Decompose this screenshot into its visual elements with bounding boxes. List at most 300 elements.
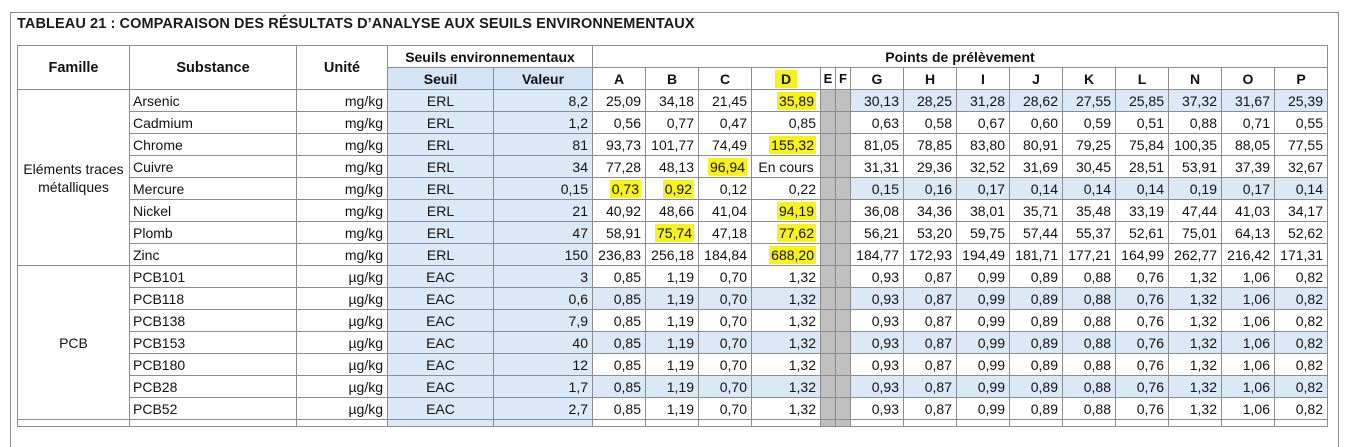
substance-cell: PCB52 xyxy=(130,398,297,420)
substance-cell: Chrome xyxy=(130,134,297,156)
empty-point-cell xyxy=(836,310,851,332)
value-cell-n: 1,32 xyxy=(1169,354,1222,376)
table-row xyxy=(18,266,1328,288)
value-cell-o: 41,03 xyxy=(1222,200,1275,222)
value-cell-i: 0,99 xyxy=(957,310,1010,332)
value-cell-j: 0,60 xyxy=(1010,112,1063,134)
partial-cell xyxy=(18,420,130,427)
value-cell-p: 34,17 xyxy=(1275,200,1328,222)
table-row xyxy=(18,376,1328,398)
valeur-cell: 150 xyxy=(494,244,593,266)
seuil-cell: EAC xyxy=(388,266,494,288)
value-cell-a: 236,83 xyxy=(593,244,646,266)
empty-point-cell xyxy=(821,376,836,398)
header-point-l: L xyxy=(1116,68,1169,90)
value-cell-i: 194,49 xyxy=(957,244,1010,266)
header-point-f: F xyxy=(836,68,851,90)
seuil-cell: ERL xyxy=(388,156,494,178)
famille-cell: Eléments traces métalliques xyxy=(18,90,130,266)
empty-point-cell xyxy=(836,178,851,200)
value-cell-c xyxy=(699,156,752,178)
partial-cell xyxy=(752,420,821,427)
value-cell-h: 0,87 xyxy=(904,310,957,332)
header-point-k: K xyxy=(1063,68,1116,90)
partial-cell xyxy=(957,420,1010,427)
document-page xyxy=(10,12,1339,447)
value-cell-h: 34,36 xyxy=(904,200,957,222)
value-cell-a: 25,09 xyxy=(593,90,646,112)
value-cell-g: 36,08 xyxy=(851,200,904,222)
empty-point-cell xyxy=(836,354,851,376)
value-cell-h: 29,36 xyxy=(904,156,957,178)
empty-point-cell xyxy=(821,266,836,288)
value-cell-o: 1,06 xyxy=(1222,398,1275,420)
table-row xyxy=(18,354,1328,376)
valeur-cell: 7,9 xyxy=(494,310,593,332)
value-cell-o: 88,05 xyxy=(1222,134,1275,156)
value-cell-k: 177,21 xyxy=(1063,244,1116,266)
partial-cell xyxy=(646,420,699,427)
empty-point-cell xyxy=(836,332,851,354)
value-cell-o: 0,17 xyxy=(1222,178,1275,200)
partial-cell xyxy=(1222,420,1275,427)
value-cell-p: 0,82 xyxy=(1275,310,1328,332)
substance-cell: PCB101 xyxy=(130,266,297,288)
substance-cell: Mercure xyxy=(130,178,297,200)
value-cell-p: 0,82 xyxy=(1275,332,1328,354)
valeur-cell: 40 xyxy=(494,332,593,354)
valeur-cell: 21 xyxy=(494,200,593,222)
value-cell-c: 21,45 xyxy=(699,90,752,112)
value-cell-p: 0,82 xyxy=(1275,398,1328,420)
value-cell-k: 55,37 xyxy=(1063,222,1116,244)
value-cell-o: 1,06 xyxy=(1222,288,1275,310)
value-cell-g: 0,93 xyxy=(851,398,904,420)
value-cell-b: 1,19 xyxy=(646,398,699,420)
empty-point-cell xyxy=(836,112,851,134)
value-cell-d: 1,32 xyxy=(752,354,821,376)
table-row xyxy=(18,222,1328,244)
value-cell-n: 262,77 xyxy=(1169,244,1222,266)
highlighted-value: 96,94 xyxy=(709,158,745,175)
value-cell-b: 1,19 xyxy=(646,288,699,310)
partial-cell xyxy=(130,420,297,427)
table-title: TABLEAU 21 : COMPARAISON DES RÉSULTATS D’ANALYSE AUX SEUILS ENVIRONNEMENTAUX xyxy=(17,16,695,32)
value-cell-b: 1,19 xyxy=(646,376,699,398)
substance-cell: PCB153 xyxy=(130,332,297,354)
empty-point-cell xyxy=(821,244,836,266)
value-cell-n: 1,32 xyxy=(1169,266,1222,288)
value-cell-n: 1,32 xyxy=(1169,288,1222,310)
highlighted-value: 94,19 xyxy=(778,202,814,219)
valeur-cell: 3 xyxy=(494,266,593,288)
partial-cell xyxy=(1275,420,1328,427)
value-cell-b: 48,66 xyxy=(646,200,699,222)
value-cell-k: 0,59 xyxy=(1063,112,1116,134)
value-cell-p: 0,14 xyxy=(1275,178,1328,200)
unite-cell: mg/kg xyxy=(297,200,388,222)
value-cell-i: 59,75 xyxy=(957,222,1010,244)
table-row xyxy=(18,134,1328,156)
value-cell-c: 0,47 xyxy=(699,112,752,134)
value-cell-i: 31,28 xyxy=(957,90,1010,112)
value-cell-d xyxy=(752,222,821,244)
unite-cell: mg/kg xyxy=(297,134,388,156)
empty-point-cell xyxy=(821,112,836,134)
value-cell-n: 75,01 xyxy=(1169,222,1222,244)
value-cell-g: 0,15 xyxy=(851,178,904,200)
empty-point-cell xyxy=(836,134,851,156)
value-cell-l: 164,99 xyxy=(1116,244,1169,266)
value-cell-b xyxy=(646,178,699,200)
value-cell-p: 171,31 xyxy=(1275,244,1328,266)
value-cell-i: 0,67 xyxy=(957,112,1010,134)
value-cell-g: 0,93 xyxy=(851,332,904,354)
value-cell-i: 0,99 xyxy=(957,354,1010,376)
value-cell-i: 32,52 xyxy=(957,156,1010,178)
partial-cell xyxy=(297,420,388,427)
empty-point-cell xyxy=(836,288,851,310)
valeur-cell: 1,2 xyxy=(494,112,593,134)
value-cell-l: 33,19 xyxy=(1116,200,1169,222)
substance-cell: Cadmium xyxy=(130,112,297,134)
empty-point-cell xyxy=(821,310,836,332)
table-row xyxy=(18,244,1328,266)
value-cell-i: 0,99 xyxy=(957,332,1010,354)
value-cell-d: 1,32 xyxy=(752,376,821,398)
value-cell-h: 0,87 xyxy=(904,398,957,420)
value-cell-l: 28,51 xyxy=(1116,156,1169,178)
value-cell-l: 0,76 xyxy=(1116,266,1169,288)
highlighted-value: 0,92 xyxy=(664,180,692,197)
substance-cell: Cuivre xyxy=(130,156,297,178)
partial-cell xyxy=(388,420,494,427)
header-seuils-environnementaux: Seuils environnementaux xyxy=(388,46,593,68)
header-unite: Unité xyxy=(297,46,388,90)
value-cell-h: 28,25 xyxy=(904,90,957,112)
value-cell-g: 0,63 xyxy=(851,112,904,134)
empty-point-cell xyxy=(821,222,836,244)
value-cell-j: 0,14 xyxy=(1010,178,1063,200)
valeur-cell: 8,2 xyxy=(494,90,593,112)
value-cell-l: 0,76 xyxy=(1116,376,1169,398)
substance-cell: Arsenic xyxy=(130,90,297,112)
header-point-o: O xyxy=(1222,68,1275,90)
header-point-i: I xyxy=(957,68,1010,90)
value-cell-g: 0,93 xyxy=(851,288,904,310)
value-cell-i: 38,01 xyxy=(957,200,1010,222)
value-cell-c: 74,49 xyxy=(699,134,752,156)
value-cell-c: 0,70 xyxy=(699,398,752,420)
value-cell-b: 48,13 xyxy=(646,156,699,178)
value-cell-d: 0,85 xyxy=(752,112,821,134)
header-point-n: N xyxy=(1169,68,1222,90)
value-cell-d xyxy=(752,90,821,112)
value-cell-p: 25,39 xyxy=(1275,90,1328,112)
value-cell-k: 30,45 xyxy=(1063,156,1116,178)
value-cell-b: 0,77 xyxy=(646,112,699,134)
empty-point-cell xyxy=(821,288,836,310)
unite-cell: µg/kg xyxy=(297,376,388,398)
value-cell-k: 0,88 xyxy=(1063,332,1116,354)
value-cell-l: 0,76 xyxy=(1116,310,1169,332)
empty-point-cell xyxy=(821,90,836,112)
unite-cell: µg/kg xyxy=(297,354,388,376)
header-point-e: E xyxy=(821,68,836,90)
value-cell-a: 0,85 xyxy=(593,332,646,354)
value-cell-l: 0,14 xyxy=(1116,178,1169,200)
partial-cell xyxy=(1116,420,1169,427)
header-point-j: J xyxy=(1010,68,1063,90)
value-cell-n: 0,88 xyxy=(1169,112,1222,134)
table-row xyxy=(18,332,1328,354)
value-cell-l: 52,61 xyxy=(1116,222,1169,244)
value-cell-j: 0,89 xyxy=(1010,288,1063,310)
value-cell-l: 0,51 xyxy=(1116,112,1169,134)
value-cell-n: 1,32 xyxy=(1169,376,1222,398)
value-cell-i: 0,99 xyxy=(957,288,1010,310)
value-cell-h: 0,16 xyxy=(904,178,957,200)
value-cell-i: 0,99 xyxy=(957,398,1010,420)
header-point-a: A xyxy=(593,68,646,90)
value-cell-g: 184,77 xyxy=(851,244,904,266)
value-cell-a: 77,28 xyxy=(593,156,646,178)
empty-point-cell xyxy=(821,354,836,376)
value-cell-h: 53,20 xyxy=(904,222,957,244)
value-cell-o: 1,06 xyxy=(1222,332,1275,354)
empty-point-cell xyxy=(836,376,851,398)
partial-cell xyxy=(904,420,957,427)
value-cell-c: 47,18 xyxy=(699,222,752,244)
value-cell-k: 0,88 xyxy=(1063,354,1116,376)
seuil-cell: ERL xyxy=(388,90,494,112)
value-cell-g: 0,93 xyxy=(851,310,904,332)
value-cell-d: 1,32 xyxy=(752,398,821,420)
value-cell-n: 47,44 xyxy=(1169,200,1222,222)
highlighted-value: 77,62 xyxy=(778,224,814,241)
value-cell-a xyxy=(593,178,646,200)
unite-cell: mg/kg xyxy=(297,178,388,200)
substance-cell: Plomb xyxy=(130,222,297,244)
value-cell-g: 31,31 xyxy=(851,156,904,178)
value-cell-b: 34,18 xyxy=(646,90,699,112)
value-cell-g: 0,93 xyxy=(851,354,904,376)
header-famille: Famille xyxy=(18,46,130,90)
table-row xyxy=(18,178,1328,200)
value-cell-k: 0,88 xyxy=(1063,310,1116,332)
seuil-cell: EAC xyxy=(388,310,494,332)
empty-point-cell xyxy=(836,200,851,222)
value-cell-o: 216,42 xyxy=(1222,244,1275,266)
value-cell-j: 0,89 xyxy=(1010,398,1063,420)
value-cell-c: 41,04 xyxy=(699,200,752,222)
value-cell-a: 0,85 xyxy=(593,376,646,398)
empty-point-cell xyxy=(821,156,836,178)
seuil-cell: EAC xyxy=(388,332,494,354)
value-cell-h: 78,85 xyxy=(904,134,957,156)
value-cell-a: 0,85 xyxy=(593,398,646,420)
unite-cell: mg/kg xyxy=(297,156,388,178)
value-cell-j: 0,89 xyxy=(1010,354,1063,376)
value-cell-k: 27,55 xyxy=(1063,90,1116,112)
value-cell-d: 1,32 xyxy=(752,332,821,354)
value-cell-o: 1,06 xyxy=(1222,310,1275,332)
value-cell-g: 30,13 xyxy=(851,90,904,112)
header-point-p: P xyxy=(1275,68,1328,90)
value-cell-d: 0,22 xyxy=(752,178,821,200)
partial-cell xyxy=(494,420,593,427)
value-cell-n: 1,32 xyxy=(1169,398,1222,420)
value-cell-k: 79,25 xyxy=(1063,134,1116,156)
highlighted-value: 155,32 xyxy=(771,136,814,153)
empty-point-cell xyxy=(821,332,836,354)
partial-cell xyxy=(821,420,836,427)
unite-cell: mg/kg xyxy=(297,90,388,112)
substance-cell: PCB28 xyxy=(130,376,297,398)
valeur-cell: 0,6 xyxy=(494,288,593,310)
value-cell-d xyxy=(752,200,821,222)
table-row xyxy=(18,200,1328,222)
partial-row xyxy=(18,420,1328,427)
value-cell-a: 0,85 xyxy=(593,310,646,332)
unite-cell: µg/kg xyxy=(297,266,388,288)
header-points-de-prelevement: Points de prélèvement xyxy=(593,46,1328,68)
unite-cell: mg/kg xyxy=(297,244,388,266)
value-cell-c: 0,70 xyxy=(699,310,752,332)
header-seuil: Seuil xyxy=(388,68,494,90)
substance-cell: Nickel xyxy=(130,200,297,222)
table-row xyxy=(18,156,1328,178)
empty-point-cell xyxy=(836,222,851,244)
value-cell-i: 0,99 xyxy=(957,266,1010,288)
partial-cell xyxy=(1063,420,1116,427)
seuil-cell: EAC xyxy=(388,376,494,398)
unite-cell: µg/kg xyxy=(297,398,388,420)
value-cell-l: 0,76 xyxy=(1116,354,1169,376)
value-cell-j: 0,89 xyxy=(1010,266,1063,288)
value-cell-p: 0,55 xyxy=(1275,112,1328,134)
value-cell-p: 32,67 xyxy=(1275,156,1328,178)
value-cell-p: 0,82 xyxy=(1275,376,1328,398)
value-cell-c: 0,70 xyxy=(699,266,752,288)
empty-point-cell xyxy=(821,178,836,200)
empty-point-cell xyxy=(836,266,851,288)
value-cell-d xyxy=(752,134,821,156)
value-cell-p: 0,82 xyxy=(1275,354,1328,376)
value-cell-o: 1,06 xyxy=(1222,376,1275,398)
value-cell-a: 93,73 xyxy=(593,134,646,156)
value-cell-l: 0,76 xyxy=(1116,332,1169,354)
value-cell-a: 0,85 xyxy=(593,266,646,288)
value-cell-h: 0,58 xyxy=(904,112,957,134)
value-cell-b: 1,19 xyxy=(646,310,699,332)
value-cell-c: 0,70 xyxy=(699,288,752,310)
value-cell-j: 181,71 xyxy=(1010,244,1063,266)
value-cell-i: 83,80 xyxy=(957,134,1010,156)
value-cell-k: 0,88 xyxy=(1063,376,1116,398)
valeur-cell: 2,7 xyxy=(494,398,593,420)
header-point-b: B xyxy=(646,68,699,90)
seuil-cell: ERL xyxy=(388,178,494,200)
value-cell-i: 0,99 xyxy=(957,376,1010,398)
value-cell-g: 0,93 xyxy=(851,376,904,398)
value-cell-j: 0,89 xyxy=(1010,310,1063,332)
value-cell-k: 0,14 xyxy=(1063,178,1116,200)
valeur-cell: 12 xyxy=(494,354,593,376)
value-cell-k: 0,88 xyxy=(1063,288,1116,310)
value-cell-j: 0,89 xyxy=(1010,376,1063,398)
value-cell-h: 0,87 xyxy=(904,266,957,288)
value-cell-c: 184,84 xyxy=(699,244,752,266)
value-cell-a: 58,91 xyxy=(593,222,646,244)
value-cell-a: 0,85 xyxy=(593,354,646,376)
highlighted-value: 0,73 xyxy=(611,180,639,197)
value-cell-d: 1,32 xyxy=(752,266,821,288)
value-cell-a: 0,85 xyxy=(593,288,646,310)
value-cell-d: 1,32 xyxy=(752,310,821,332)
header-point-h: H xyxy=(904,68,957,90)
seuil-cell: ERL xyxy=(388,200,494,222)
substance-cell: PCB180 xyxy=(130,354,297,376)
value-cell-b: 1,19 xyxy=(646,266,699,288)
value-cell-h: 0,87 xyxy=(904,288,957,310)
substance-cell: PCB138 xyxy=(130,310,297,332)
highlighted-value: 35,89 xyxy=(778,92,814,109)
value-cell-c: 0,70 xyxy=(699,354,752,376)
value-cell-k: 35,48 xyxy=(1063,200,1116,222)
value-cell-g: 81,05 xyxy=(851,134,904,156)
table-row xyxy=(18,398,1328,420)
unite-cell: µg/kg xyxy=(297,288,388,310)
empty-point-cell xyxy=(821,200,836,222)
value-cell-b: 256,18 xyxy=(646,244,699,266)
value-cell-d: En cours xyxy=(752,156,821,178)
value-cell-p: 0,82 xyxy=(1275,288,1328,310)
substance-cell: Zinc xyxy=(130,244,297,266)
seuil-cell: ERL xyxy=(388,134,494,156)
value-cell-o: 37,39 xyxy=(1222,156,1275,178)
value-cell-p: 52,62 xyxy=(1275,222,1328,244)
table-row xyxy=(18,112,1328,134)
seuil-cell: ERL xyxy=(388,112,494,134)
value-cell-d xyxy=(752,244,821,266)
value-cell-o: 64,13 xyxy=(1222,222,1275,244)
value-cell-c: 0,70 xyxy=(699,376,752,398)
seuil-cell: ERL xyxy=(388,244,494,266)
table-row xyxy=(18,288,1328,310)
table-row xyxy=(18,310,1328,332)
highlighted-value: 688,20 xyxy=(771,246,814,263)
unite-cell: mg/kg xyxy=(297,112,388,134)
table-row xyxy=(18,90,1328,112)
unite-cell: mg/kg xyxy=(297,222,388,244)
value-cell-o: 1,06 xyxy=(1222,354,1275,376)
value-cell-h: 0,87 xyxy=(904,354,957,376)
value-cell-c: 0,12 xyxy=(699,178,752,200)
unite-cell: µg/kg xyxy=(297,310,388,332)
value-cell-k: 0,88 xyxy=(1063,398,1116,420)
value-cell-n: 100,35 xyxy=(1169,134,1222,156)
empty-point-cell xyxy=(821,398,836,420)
valeur-cell: 47 xyxy=(494,222,593,244)
value-cell-g: 0,93 xyxy=(851,266,904,288)
partial-cell xyxy=(851,420,904,427)
header-point-c: C xyxy=(699,68,752,90)
substance-cell: PCB118 xyxy=(130,288,297,310)
empty-point-cell xyxy=(821,134,836,156)
value-cell-j: 31,69 xyxy=(1010,156,1063,178)
results-table xyxy=(17,45,1328,427)
